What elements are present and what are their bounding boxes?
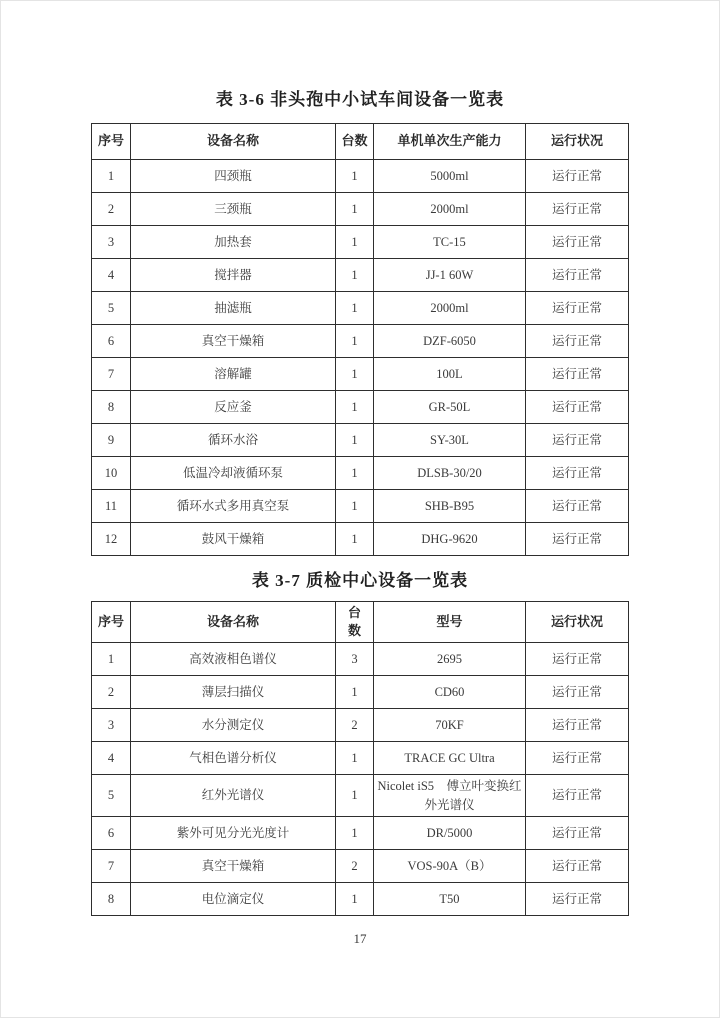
table-cell: GR-50L <box>374 391 526 424</box>
column-header <box>131 602 336 643</box>
table-row <box>92 457 629 490</box>
column-header <box>336 602 374 643</box>
table-body <box>92 643 629 915</box>
table-cell: 4 <box>92 259 131 292</box>
table-row <box>92 742 629 775</box>
table-cell: 真空干燥箱 <box>131 849 336 882</box>
table-cell: 5 <box>92 775 131 816</box>
table-cell: 1 <box>336 676 374 709</box>
table-cell: 6 <box>92 325 131 358</box>
table-cell: 1 <box>336 523 374 556</box>
column-header-label: 单机单次生产能力 <box>397 133 502 149</box>
table-cell: 运行正常 <box>526 849 629 882</box>
table-cell: 加热套 <box>131 226 336 259</box>
table-cell: 三颈瓶 <box>131 193 336 226</box>
table-cell: 1 <box>336 160 374 193</box>
table-cell: TC-15 <box>374 226 526 259</box>
column-header-label: 台数 <box>341 133 368 149</box>
table-row <box>92 292 629 325</box>
table-cell: 电位滴定仪 <box>131 882 336 915</box>
table-cell: 5 <box>92 292 131 325</box>
table-row <box>92 882 629 915</box>
table-cell: DLSB-30/20 <box>374 457 526 490</box>
column-header <box>131 124 336 160</box>
table-cell: 5000ml <box>374 160 526 193</box>
table-row <box>92 523 629 556</box>
column-header <box>92 124 131 160</box>
table-cell: 11 <box>92 490 131 523</box>
table-cell: 70KF <box>374 709 526 742</box>
table-cell: 100L <box>374 358 526 391</box>
header-row <box>92 124 629 160</box>
column-header <box>526 602 629 643</box>
table-cell: 1 <box>336 226 374 259</box>
table-cell: 1 <box>336 882 374 915</box>
table-cell: 溶解罐 <box>131 358 336 391</box>
table-cell: 1 <box>92 643 131 676</box>
table-header <box>92 602 629 643</box>
table-cell: 1 <box>336 193 374 226</box>
table-cell: 1 <box>336 775 374 816</box>
table-row <box>92 816 629 849</box>
table-cell: 3 <box>92 226 131 259</box>
equipment-table-section-2 <box>1 556 719 916</box>
table-cell: 4 <box>92 742 131 775</box>
table-cell: 运行正常 <box>526 292 629 325</box>
table-cell: TRACE GC Ultra <box>374 742 526 775</box>
table-cell: 7 <box>92 358 131 391</box>
table-cell: 循环水浴 <box>131 424 336 457</box>
table-cell: 红外光谱仪 <box>131 775 336 816</box>
table-3-6-title: 表 3-6 非头孢中小试车间设备一览表 <box>215 90 505 109</box>
column-header <box>526 124 629 160</box>
table-cell: DHG-9620 <box>374 523 526 556</box>
table-cell: 2695 <box>374 643 526 676</box>
table-cell: 运行正常 <box>526 457 629 490</box>
table-cell: 2 <box>92 193 131 226</box>
table-row <box>92 358 629 391</box>
table-cell: 1 <box>336 391 374 424</box>
table-body <box>92 160 629 556</box>
table-cell: 运行正常 <box>526 742 629 775</box>
table-row <box>92 775 629 816</box>
table-cell: CD60 <box>374 676 526 709</box>
table-cell: 运行正常 <box>526 643 629 676</box>
table-cell: 运行正常 <box>526 226 629 259</box>
table-cell: 运行正常 <box>526 259 629 292</box>
table-cell: 气相色谱分析仪 <box>131 742 336 775</box>
table-cell: 反应釜 <box>131 391 336 424</box>
column-header <box>92 602 131 643</box>
table-cell: 运行正常 <box>526 160 629 193</box>
table-cell: 1 <box>336 292 374 325</box>
table-cell: 1 <box>336 259 374 292</box>
table-cell: VOS-90A（B） <box>374 849 526 882</box>
table-cell: 紫外可见分光光度计 <box>131 816 336 849</box>
table-row <box>92 259 629 292</box>
table-cell: 3 <box>92 709 131 742</box>
table-row <box>92 490 629 523</box>
column-header <box>374 124 526 160</box>
equipment-table-3-6 <box>91 123 629 556</box>
column-header <box>374 602 526 643</box>
table-cell: 8 <box>92 391 131 424</box>
table-cell: 薄层扫描仪 <box>131 676 336 709</box>
table-cell: 水分测定仪 <box>131 709 336 742</box>
table-cell: 3 <box>336 643 374 676</box>
table-row <box>92 391 629 424</box>
column-header-label: 设备名称 <box>206 613 259 629</box>
table-cell: 运行正常 <box>526 391 629 424</box>
table-row <box>92 676 629 709</box>
table-cell: DZF-6050 <box>374 325 526 358</box>
column-header-label: 序号 <box>97 613 124 629</box>
page-number: 17 <box>353 931 367 946</box>
table-row <box>92 325 629 358</box>
table-cell: 2000ml <box>374 193 526 226</box>
table-cell: 8 <box>92 882 131 915</box>
table-cell: 抽滤瓶 <box>131 292 336 325</box>
table-cell: 运行正常 <box>526 709 629 742</box>
table-cell: 运行正常 <box>526 424 629 457</box>
table-cell: 运行正常 <box>526 490 629 523</box>
table-row <box>92 226 629 259</box>
table-cell: 12 <box>92 523 131 556</box>
table-cell: 1 <box>336 424 374 457</box>
table-row <box>92 849 629 882</box>
column-header-label: 设备名称 <box>206 133 259 149</box>
table-cell: 1 <box>92 160 131 193</box>
table-header <box>92 124 629 160</box>
table-cell: 2 <box>92 676 131 709</box>
table-cell: 1 <box>336 325 374 358</box>
equipment-table-3-7 <box>91 601 629 916</box>
table-3-7-title: 表 3-7 质检中心设备一览表 <box>251 571 469 590</box>
table-cell: DR/5000 <box>374 816 526 849</box>
table-cell: SHB-B95 <box>374 490 526 523</box>
table-cell: 运行正常 <box>526 325 629 358</box>
table-cell: 10 <box>92 457 131 490</box>
table-cell: 2 <box>336 849 374 882</box>
column-header-label: 台数 <box>347 605 361 638</box>
table-cell: 6 <box>92 816 131 849</box>
table-cell: 1 <box>336 457 374 490</box>
table-cell: T50 <box>374 882 526 915</box>
table-cell: 搅拌器 <box>131 259 336 292</box>
table-row <box>92 643 629 676</box>
table-cell: 7 <box>92 849 131 882</box>
table-cell: SY-30L <box>374 424 526 457</box>
table-cell: 运行正常 <box>526 523 629 556</box>
table-cell: 运行正常 <box>526 882 629 915</box>
table-cell: Nicolet iS5 傅立叶变换红外光谱仪 <box>374 775 526 816</box>
table-cell: 四颈瓶 <box>131 160 336 193</box>
table-cell: 运行正常 <box>526 193 629 226</box>
table-row <box>92 424 629 457</box>
table-cell: 循环水式多用真空泵 <box>131 490 336 523</box>
column-header-label: 序号 <box>97 133 124 149</box>
column-header-label: 运行状况 <box>550 613 603 629</box>
table-cell: 运行正常 <box>526 775 629 816</box>
column-header-label: 型号 <box>436 613 463 629</box>
table-cell: 鼓风干燥箱 <box>131 523 336 556</box>
table-cell: 高效液相色谱仪 <box>131 643 336 676</box>
table-cell: JJ-1 60W <box>374 259 526 292</box>
table-cell: 9 <box>92 424 131 457</box>
column-header-label: 运行状况 <box>550 133 603 149</box>
table-cell: 1 <box>336 358 374 391</box>
equipment-table-section-1 <box>1 1 719 556</box>
table-cell: 低温冷却液循环泵 <box>131 457 336 490</box>
table-cell: 运行正常 <box>526 816 629 849</box>
table-cell: 1 <box>336 816 374 849</box>
table-cell: 2000ml <box>374 292 526 325</box>
header-row <box>92 602 629 643</box>
column-header <box>336 124 374 160</box>
table-cell: 1 <box>336 490 374 523</box>
table-cell: 真空干燥箱 <box>131 325 336 358</box>
table-cell: 运行正常 <box>526 358 629 391</box>
table-row <box>92 193 629 226</box>
table-cell: 1 <box>336 742 374 775</box>
table-cell: 运行正常 <box>526 676 629 709</box>
table-row <box>92 709 629 742</box>
table-row <box>92 160 629 193</box>
table-cell: 2 <box>336 709 374 742</box>
